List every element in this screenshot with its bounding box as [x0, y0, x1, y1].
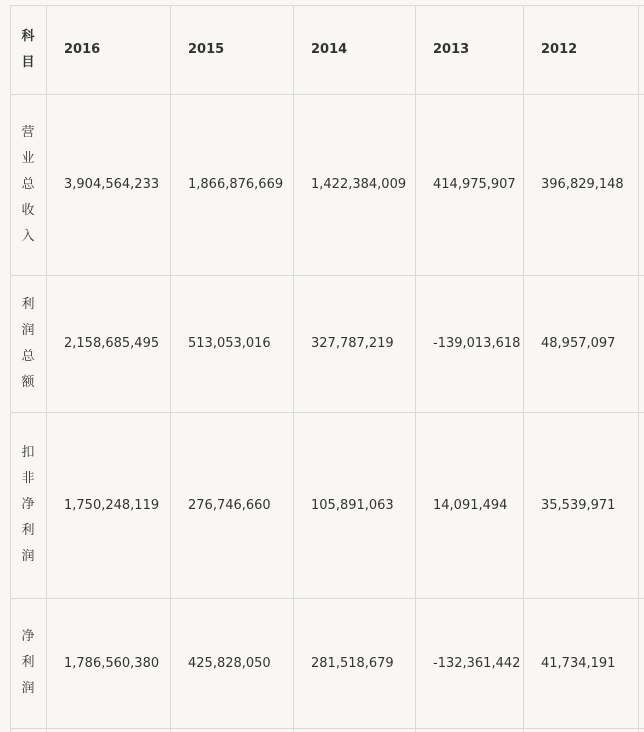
table-cell: 513,053,016	[188, 336, 271, 351]
header-year-2014: 2014	[311, 42, 348, 57]
subject-char: 润	[21, 681, 35, 696]
table-cell: 14,091,494	[433, 497, 508, 513]
subject-char: 净	[21, 497, 35, 512]
subject-char: 总	[21, 348, 35, 364]
table-cell: 425,828,050	[188, 655, 271, 671]
subject-char: 润	[21, 322, 35, 338]
table-cell: 276,746,660	[188, 497, 271, 513]
header-year-2015: 2015	[188, 42, 225, 57]
table-cell: 414,975,907	[433, 177, 516, 192]
table-cell: 1,786,560,380	[64, 655, 160, 671]
subject-char: 收	[21, 202, 35, 218]
row-divider	[10, 728, 644, 729]
row-subject-adjusted-net-profit	[10, 412, 46, 598]
subject-char: 总	[21, 176, 35, 192]
subject-char: 利	[21, 296, 35, 312]
subject-char: 净	[21, 629, 35, 644]
subject-char: 业	[21, 150, 35, 166]
subject-char: 营	[21, 124, 35, 140]
header-subject-char: 目	[21, 54, 35, 70]
table-cell: 2,158,685,495	[64, 336, 160, 351]
subject-char: 非	[21, 471, 35, 486]
subject-char: 额	[21, 374, 35, 390]
header-year-2013: 2013	[433, 42, 470, 57]
row-subject-net-profit	[10, 598, 46, 728]
table-cell: -132,361,442	[433, 655, 521, 671]
table-cell: 1,866,876,669	[188, 177, 284, 192]
table-cell: 327,787,219	[311, 336, 394, 351]
subject-char: 润	[21, 549, 35, 564]
subject-char: 利	[21, 523, 35, 538]
table-cell: 281,518,679	[311, 655, 394, 671]
table-cell: 48,957,097	[541, 336, 616, 351]
header-year-2016: 2016	[64, 42, 101, 57]
subject-char: 入	[21, 228, 35, 244]
column-divider	[638, 5, 639, 732]
table-cell: 105,891,063	[311, 497, 394, 513]
header-subject-cell	[10, 5, 46, 94]
subject-char: 利	[21, 655, 35, 670]
header-year-2012: 2012	[541, 42, 578, 57]
table-cell: 1,422,384,009	[311, 177, 407, 192]
subject-char: 扣	[21, 445, 35, 460]
table-cell: 35,539,971	[541, 497, 616, 513]
row-subject-operating-revenue	[10, 94, 46, 275]
table-cell: 396,829,148	[541, 177, 624, 192]
table-cell: 1,750,248,119	[64, 497, 160, 513]
header-subject-char: 科	[21, 28, 35, 44]
table-cell: 3,904,564,233	[64, 177, 160, 192]
table-cell: 41,734,191	[541, 655, 616, 671]
row-subject-total-profit	[10, 275, 46, 412]
table-cell: -139,013,618	[433, 336, 521, 351]
